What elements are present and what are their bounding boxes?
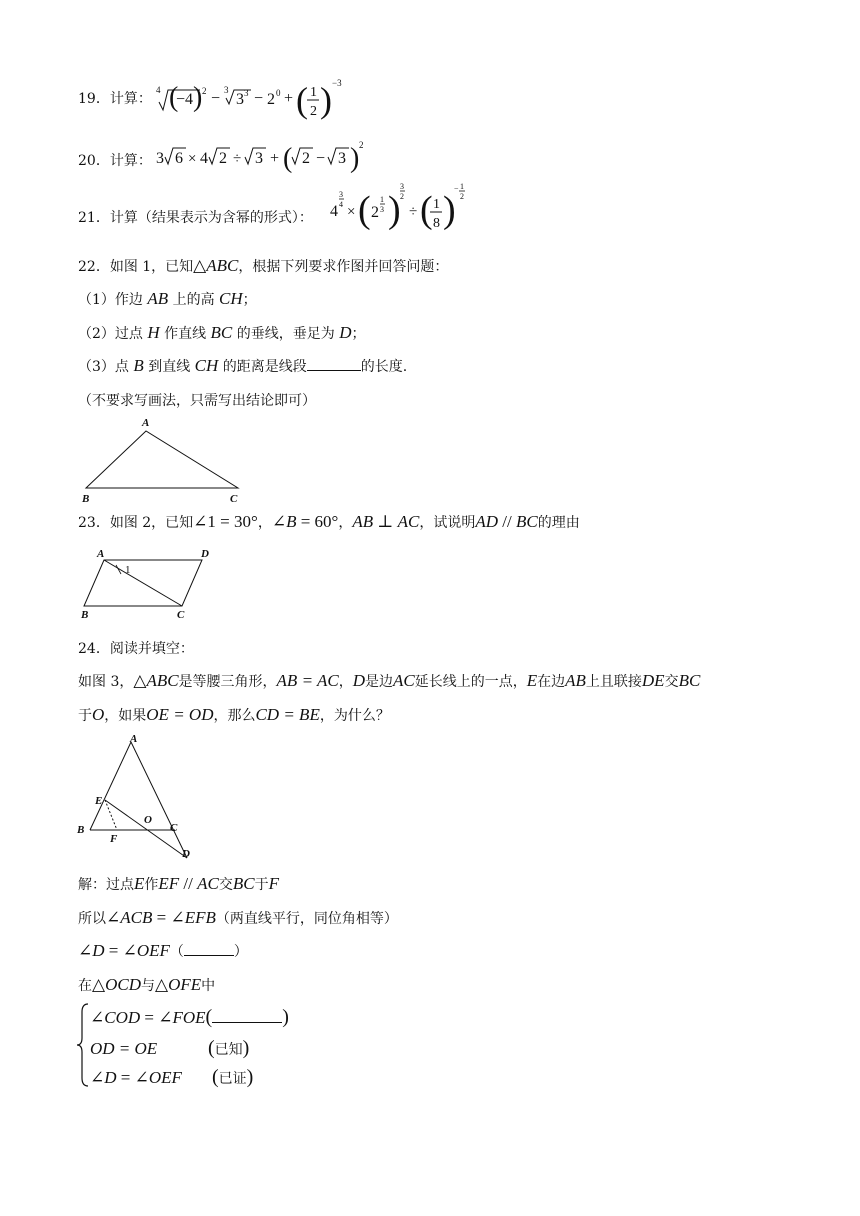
svg-text:4: 4 <box>339 200 343 209</box>
q24-title-text: 24．阅读并填空： <box>78 641 194 657</box>
svg-text:−: − <box>211 90 221 107</box>
line-bc: BC <box>210 323 233 342</box>
q22-part2 <box>78 323 365 343</box>
system-row-3 <box>90 1066 253 1089</box>
triangle-abc: ABC <box>206 256 239 275</box>
svg-text:2: 2 <box>202 86 207 96</box>
q22-intro-text-2: ，根据下列要求作图并回答问题： <box>238 259 449 275</box>
fig2-label-b: B <box>81 609 89 621</box>
sol4-c: 中 <box>201 978 216 994</box>
svg-text:2: 2 <box>371 204 379 221</box>
svg-text:+: + <box>284 90 294 107</box>
fig3-label-o: O <box>144 814 152 826</box>
q24-p1-g: 上且联接 <box>585 674 642 690</box>
seg-bc: BC <box>678 671 701 690</box>
q24-title <box>78 638 194 658</box>
svg-text:+: + <box>270 150 280 167</box>
fig3-label-a: A <box>130 733 138 745</box>
q24-p1-b: 是等腰三角形， <box>178 674 277 690</box>
q24-p1-e: 延长线上的一点， <box>414 674 527 690</box>
svg-text:0: 0 <box>276 88 281 98</box>
q22-p2-d: ； <box>351 326 366 342</box>
side-ab: AB <box>565 671 586 690</box>
q22-p2-c: 的垂线，垂足为 <box>232 326 340 342</box>
q22-p3-d: 的长度. <box>360 359 408 375</box>
sol4-b: 与 <box>140 978 155 994</box>
seg-de: DE <box>641 671 665 690</box>
fig3-label-d: D <box>182 848 190 860</box>
reason-proved: 已证 <box>218 1071 247 1087</box>
answer-blank <box>307 370 361 371</box>
q22-intro-text: 22．如图 1，已知 <box>78 259 194 275</box>
sol4-a: 在 <box>78 978 92 994</box>
q19 <box>78 88 152 108</box>
svg-text:3: 3 <box>224 85 229 95</box>
figure-1-triangle <box>74 412 254 508</box>
system-row-1 <box>90 1006 289 1029</box>
svg-text:6: 6 <box>175 150 183 167</box>
angle-acb-eq-efb: ∠ACB = ∠EFB <box>106 908 216 927</box>
parallel-symbol: // <box>498 512 516 531</box>
fig3-label-b: B <box>77 824 85 836</box>
q24-p1-d: 是边 <box>364 674 393 690</box>
q22-part3 <box>78 356 407 376</box>
sol-ef: EF <box>158 874 180 893</box>
q24-p2-d: ，为什么？ <box>319 708 390 724</box>
pt-o: O <box>92 705 105 724</box>
fig2-label-a: A <box>97 548 105 560</box>
reason-known: 已知 <box>214 1042 243 1058</box>
q24-p2-b: ，如果 <box>104 708 147 724</box>
line-ch: CH <box>194 356 219 375</box>
triangle-symbol: △ <box>193 256 207 275</box>
angle-cod-eq-foe: ∠COD = ∠FOE <box>90 1008 206 1027</box>
q21-expression-graphic <box>330 180 470 236</box>
svg-text:1: 1 <box>433 197 440 212</box>
seg-ab: AB <box>147 289 169 308</box>
system-brace <box>76 1002 90 1088</box>
q20 <box>78 150 152 170</box>
sol1-b: 作 <box>144 877 159 893</box>
q24-para2 <box>78 705 390 725</box>
q23-text-d: ，试说明 <box>419 515 476 531</box>
figure-3-isosceles <box>74 730 204 864</box>
angle-d-eq-oef-2: ∠D = ∠OEF <box>90 1068 182 1087</box>
q20-expression-graphic <box>156 136 366 176</box>
cd-eq-be: CD = BE <box>255 705 320 724</box>
q24-p2-a: 于 <box>78 708 92 724</box>
sol-bc: BC <box>232 874 255 893</box>
fig2-label-d: D <box>201 548 209 560</box>
q24-sol3 <box>78 941 248 961</box>
q22-p3-c: 的距离是线段 <box>218 359 307 375</box>
q23-text-b: ， <box>257 515 272 531</box>
q23-text-e: 的理由 <box>537 515 580 531</box>
sol-ac: AC <box>197 874 219 893</box>
q24-p1-c: ， <box>338 674 353 690</box>
svg-text:÷: ÷ <box>409 204 418 220</box>
ab-perp-ac: AB <box>352 512 374 531</box>
pt-d: D <box>352 671 365 690</box>
q24-p2-c: ，那么 <box>213 708 256 724</box>
svg-text:(: ( <box>283 143 293 174</box>
sol-pt-e: E <box>134 874 145 893</box>
svg-text:(: ( <box>420 189 433 231</box>
ad-parallel-bc: AD <box>475 512 499 531</box>
sol1-a: 解：过点 <box>78 877 134 893</box>
svg-text:1: 1 <box>310 85 317 100</box>
svg-text:1: 1 <box>460 182 464 191</box>
fig3-label-c: C <box>170 822 178 834</box>
point-b: B <box>133 356 144 375</box>
q23-text-a: 23．如图 2，已知 <box>78 515 194 531</box>
q24-p1-f: 在边 <box>537 674 566 690</box>
svg-text:(: ( <box>169 82 179 113</box>
svg-text:×: × <box>188 151 197 167</box>
svg-text:3: 3 <box>244 88 249 98</box>
q22-p2-b: 作直线 <box>159 326 211 342</box>
q22-p1-b: 上的高 <box>168 292 220 308</box>
paren-close: ) <box>282 1006 289 1028</box>
q23 <box>78 512 580 532</box>
q22-note <box>78 390 316 410</box>
svg-text:2: 2 <box>359 140 364 150</box>
sol1-d: 于 <box>254 877 269 893</box>
svg-text:2: 2 <box>460 192 464 201</box>
q24-sol1 <box>78 874 279 894</box>
seg-ch: CH <box>219 289 243 308</box>
svg-text:3: 3 <box>380 205 384 214</box>
q24-para1 <box>78 671 700 691</box>
svg-text:2: 2 <box>400 192 404 201</box>
q20-expression <box>156 136 366 176</box>
ad-parallel-bc-2: BC <box>515 512 538 531</box>
sol1-c: 交 <box>218 877 233 893</box>
svg-text:3: 3 <box>255 150 263 167</box>
paren-close-3: ) <box>246 1066 254 1088</box>
ab-perp-ac-2: AC <box>397 512 420 531</box>
svg-text:−4: −4 <box>176 91 194 108</box>
svg-text:3: 3 <box>156 150 164 167</box>
svg-text:−3: −3 <box>332 78 342 88</box>
q24-p1-a: 如图 3， <box>78 674 134 690</box>
angle-1-eq: ∠1 = 30° <box>193 512 258 531</box>
q22-p3-a: （3）点 <box>78 359 134 375</box>
sol-f: F <box>268 874 279 893</box>
svg-text:−: − <box>454 184 459 193</box>
fig2-label-1: 1 <box>125 564 131 576</box>
sol2-b: （两直线平行，同位角相等） <box>215 911 398 927</box>
q23-text-c: ， <box>338 515 353 531</box>
q19-label: 19．计算： <box>78 91 152 107</box>
fig3-label-e: E <box>95 795 103 807</box>
fig1-label-c: C <box>230 493 238 505</box>
svg-text:): ) <box>443 189 456 231</box>
q22-part1 <box>78 289 257 309</box>
tri-ofe: △OFE <box>154 975 202 994</box>
od-eq-oe: OD = OE <box>90 1039 158 1058</box>
svg-text:2: 2 <box>302 150 310 167</box>
system-row-2 <box>90 1037 249 1060</box>
svg-text:3: 3 <box>236 91 244 108</box>
svg-text:2: 2 <box>310 104 317 119</box>
paren-open-3: ( <box>212 1066 219 1088</box>
svg-text:3: 3 <box>400 182 404 191</box>
tri-abc: ABC <box>146 671 179 690</box>
svg-text:2: 2 <box>219 150 227 167</box>
svg-text:2: 2 <box>267 91 275 108</box>
q19-expression <box>156 72 346 122</box>
svg-text:(: ( <box>358 189 371 231</box>
q24-sol4 <box>78 975 215 995</box>
q22-intro <box>78 256 448 276</box>
q21-expression <box>330 180 470 236</box>
ab-eq-ac: AB = AC <box>276 671 339 690</box>
sol3-b: （ <box>169 944 184 960</box>
paren-close-2: ) <box>242 1037 250 1059</box>
point-h: H <box>147 323 160 342</box>
reason-blank-2 <box>212 1022 282 1023</box>
svg-text:−: − <box>254 90 264 107</box>
q22-note-text: （不要求写画法，只需写出结论即可） <box>78 393 316 409</box>
svg-text:(: ( <box>296 80 308 120</box>
svg-text:): ) <box>320 80 332 120</box>
tri-ocd: △OCD <box>92 975 141 994</box>
q21 <box>78 207 313 227</box>
angle-b-eq: ∠B = 60° <box>271 512 339 531</box>
svg-text:4: 4 <box>330 203 338 220</box>
svg-text:8: 8 <box>433 216 440 231</box>
side-ac: AC <box>392 671 415 690</box>
fig2-label-c: C <box>177 609 185 621</box>
svg-text:÷: ÷ <box>233 151 242 167</box>
fig1-label-b: B <box>82 493 90 505</box>
fig1-label-a: A <box>142 417 150 429</box>
svg-text:4: 4 <box>200 150 208 167</box>
q22-p1-c: ； <box>242 292 257 308</box>
svg-text:): ) <box>350 143 360 174</box>
fig3-label-f: F <box>110 833 118 845</box>
q22-p3-b: 到直线 <box>143 359 195 375</box>
angle-d-eq-oef: ∠D = ∠OEF <box>78 941 170 960</box>
point-d: D <box>339 323 352 342</box>
sol2-a: 所以 <box>78 911 106 927</box>
svg-text:): ) <box>388 189 401 231</box>
q21-label: 21．计算（结果表示为含幂的形式）： <box>78 210 313 226</box>
svg-text:3: 3 <box>339 190 343 199</box>
q19-expression-graphic <box>156 72 346 122</box>
svg-text:−: − <box>316 150 326 167</box>
q24-p1-h: 交 <box>664 674 679 690</box>
pt-e: E <box>526 671 538 690</box>
paren-open-2: ( <box>208 1037 215 1059</box>
sol3-c: ） <box>233 944 248 960</box>
q20-label: 20．计算： <box>78 153 152 169</box>
svg-text:×: × <box>347 204 356 220</box>
figure-2-parallelogram <box>76 542 226 622</box>
perp-symbol: ⊥ <box>373 512 398 531</box>
svg-text:): ) <box>193 82 203 113</box>
svg-text:3: 3 <box>338 150 346 167</box>
q22-p1-a: （1）作边 <box>78 292 148 308</box>
q24-sol2 <box>78 908 398 928</box>
reason-blank-1 <box>184 955 234 956</box>
paren-open: ( <box>205 1006 213 1028</box>
oe-eq-od: OE = OD <box>146 705 214 724</box>
svg-text:1: 1 <box>380 195 384 204</box>
q22-p2-a: （2）过点 <box>78 326 148 342</box>
sol-parallel: // <box>179 874 198 893</box>
tri-symbol: △ <box>133 671 147 690</box>
svg-text:4: 4 <box>156 85 161 95</box>
